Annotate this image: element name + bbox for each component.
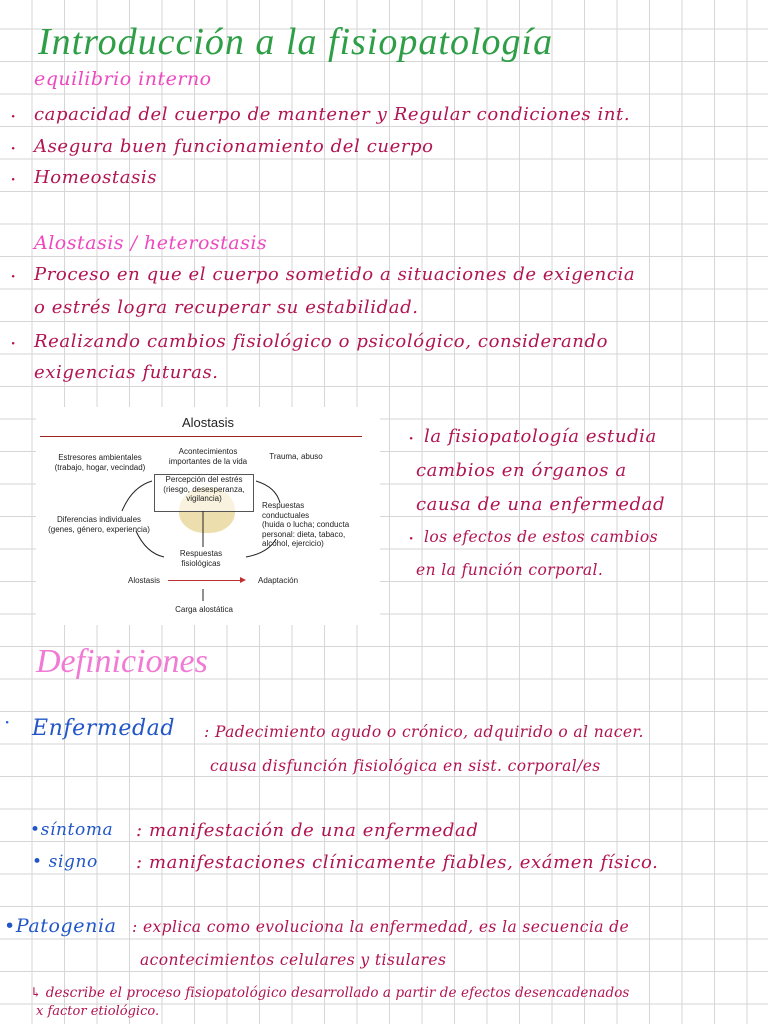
bullet-dot: ·	[408, 526, 415, 550]
heading-definiciones: Definiciones	[36, 643, 208, 680]
side-note-line-5: en la función corporal.	[416, 561, 604, 579]
diagram-percepcion: Percepción del estrés (riesgo, desesperanza, vigilancia)	[154, 474, 254, 512]
diagram-carga: Carga alostática	[175, 605, 233, 614]
side-note-line-4: los efectos de estos cambios	[424, 528, 658, 546]
diagram-conductuales: Respuestas conductuales (huida o lucha; conducta personal: dieta, tabaco, alcohol, ejercicio)	[262, 501, 350, 548]
alostasis-diagram	[36, 407, 380, 625]
side-note-line-2: cambios en órganos a	[416, 460, 627, 481]
diagram-fisiologicas: Respuestas fisiológicas	[179, 549, 223, 568]
bullet-dot: ·	[10, 136, 17, 160]
term-patogenia: •Patogenia	[4, 915, 117, 937]
def-enfermedad-1: : Padecimiento agudo o crónico, adquirido o al nacer.	[204, 723, 644, 741]
bullet-dot: ·	[10, 167, 17, 191]
def-patogenia-1: : explica como evoluciona la enfermedad, es la secuencia de	[132, 918, 630, 936]
bullet-dot: ·	[10, 331, 17, 355]
def-patogenia-3: ↳ describe el proceso fisiopatológico desarrollado a partir de efectos desencadenados	[30, 985, 630, 1001]
alostasis-bullet-2b: exigencias futuras.	[34, 362, 219, 383]
diagram-adaptacion: Adaptación	[257, 576, 299, 585]
def-signo: : manifestaciones clínicamente fiables, exámen físico.	[136, 852, 659, 873]
diagram-diferencias: Diferencias individuales (genes, género, experiencia)	[48, 515, 150, 534]
diagram-arrows	[36, 407, 380, 625]
heading-alostasis: Alostasis / heterostasis	[34, 232, 268, 254]
bullet-dot: ·	[408, 426, 415, 450]
bullet-dot: ·	[4, 710, 11, 734]
def-patogenia-4: x factor etiológico.	[36, 1004, 160, 1019]
diagram-trauma: Trauma, abuso	[269, 452, 323, 461]
equilibrio-bullet-3: Homeostasis	[34, 167, 158, 188]
equilibrio-bullet-2: Asegura buen funcionamiento del cuerpo	[34, 136, 434, 157]
side-note-line-3: causa de una enfermedad	[416, 494, 666, 515]
alostasis-bullet-2a: Realizando cambios fisiológico o psicológico, considerando	[34, 331, 609, 352]
side-note-line-1: la fisiopatología estudia	[424, 426, 657, 447]
diagram-title: Alostasis	[181, 415, 235, 430]
heading-equilibrio: equilibrio interno	[34, 68, 212, 90]
def-sintoma: : manifestación de una enfermedad	[136, 820, 479, 841]
def-enfermedad-2: causa disfunción fisiológica en sist. corporal/es	[210, 757, 601, 775]
alostasis-bullet-1a: Proceso en que el cuerpo sometido a situaciones de exigencia	[34, 264, 636, 285]
bullet-dot: ·	[10, 264, 17, 288]
term-patogenia-text: Patogenia	[15, 915, 117, 937]
alostasis-bullet-1b: o estrés logra recuperar su estabilidad.	[34, 297, 419, 318]
term-enfermedad: Enfermedad	[32, 716, 176, 741]
bullet-dot: ·	[10, 104, 17, 128]
diagram-alostasis-label: Alostasis	[127, 576, 160, 585]
term-signo: • signo	[32, 852, 98, 872]
diagram-acontecimientos: Acontecimientos importantes de la vida	[168, 447, 248, 466]
equilibrio-bullet-1: capacidad del cuerpo de mantener y Regular condiciones int.	[34, 104, 631, 125]
term-signo-text: signo	[48, 852, 98, 872]
term-sintoma: •síntoma	[30, 820, 114, 840]
def-patogenia-2: acontecimientos celulares y tisulares	[140, 951, 447, 969]
diagram-estresores: Estresores ambientales (trabajo, hogar, vecindad)	[54, 453, 146, 472]
term-sintoma-text: síntoma	[40, 820, 114, 840]
page-title: Introducción a la fisiopatología	[38, 21, 554, 63]
